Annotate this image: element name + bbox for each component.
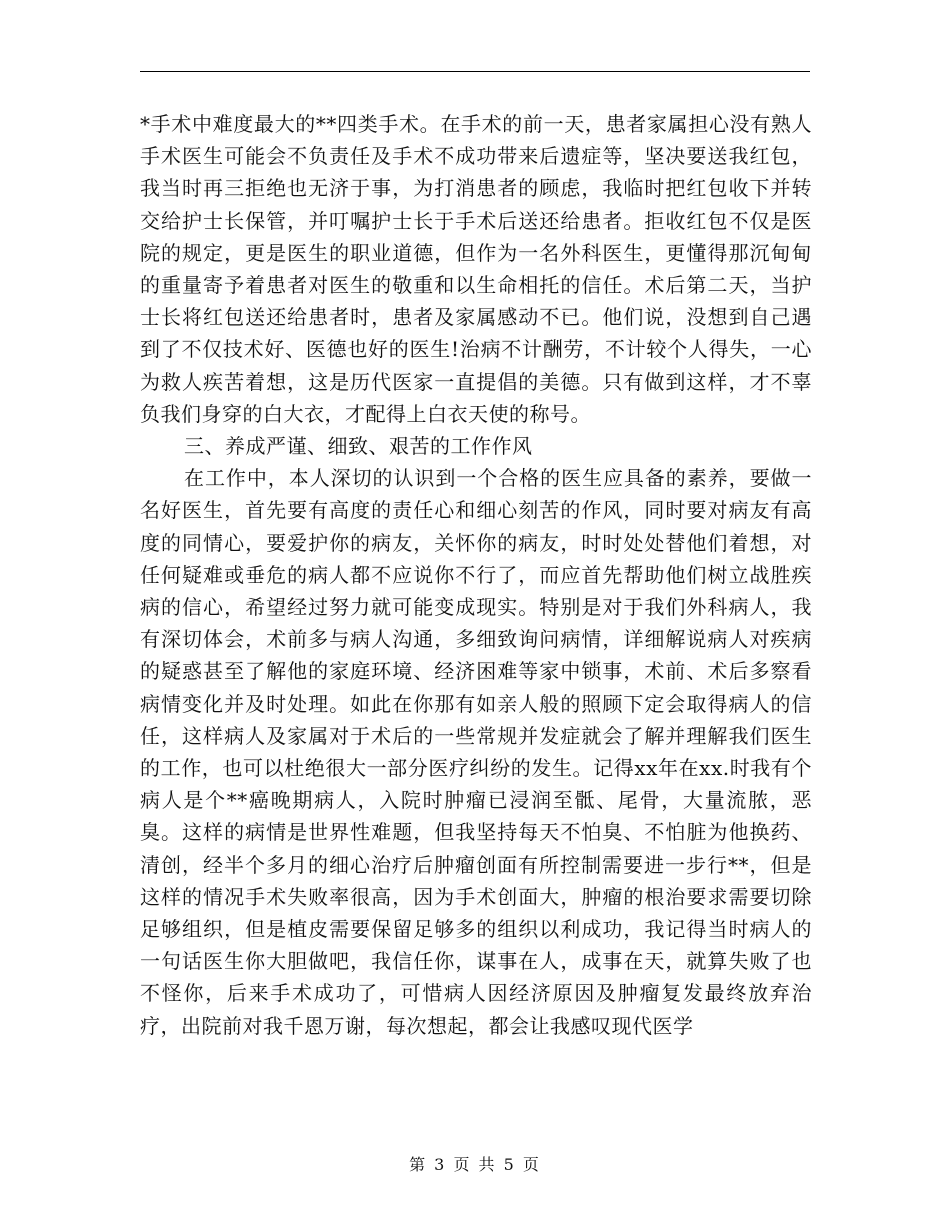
- page-footer: 第 3 页 共 5 页: [409, 1155, 541, 1174]
- body-text: [140, 108, 812, 1042]
- paragraph-continued: *手术中难度最大的**四类手术。在手术的前一天，患者家属担心没有熟人手术医生可能会不负责任及手术不成功带来后遗症等，坚决要送我红包，我当时再三拒绝也无济于事，为打消患者的顾虑，我临时把红包收下并转交给护士长保管，并叮嘱护士长于手术后送还给患者。拒收红包不仅是医院的规定，更是医生的职业道德，但作为一名外科医生，更懂得那沉甸甸的重量寄予着患者对医生的敬重和以生命相托的信任。术后第二天，当护士长将红包送还给患者时，患者及家属感动不已。他们说，没想到自己遇到了不仅技术好、医德也好的医生!治病不计酬劳，不计较个人得失，一心为救人疾苦着想，这是历代医家一直提倡的美德。只有做到这样，才不辜负我们身穿的白大衣，才配得上白衣天使的称号。: [140, 112, 812, 426]
- header-rule: [140, 71, 810, 72]
- paragraph: 在工作中，本人深切的认识到一个合格的医生应具备的素养，要做一名好医生，首先要有高度的责任心和细心刻苦的作风，同时要对病友有高度的同情心，要爱护你的病友，关怀你的病友，时时处处替他们着想，对任何疑难或垂危的病人都不应说你不行了，而应首先帮助他们树立战胜疾病的信心，希望经过努力就可能变成现实。特别是对于我们外科病人，我有深切体会，术前多与病人沟通，多细致询问病情，详细解说病人对疾病的疑惑甚至了解他的家庭环境、经济困难等家中锁事，术前、术后多察看病情变化并及时处理。如此在你那有如亲人般的照顾下定会取得病人的信任，这样病人及家属对于术后的一些常规并发症就会了解并理解我们医生的工作，也可以杜绝很大一部分医疗纠纷的发生。记得xx年在xx.时我有个病人是个**癌晚期病人，入院时肿瘤已浸润至骶、尾骨，大量流脓，恶臭。这样的病情是世界性难题，但我坚持每天不怕臭、不怕脏为他换药、清创，经半个多月的细心治疗后肿瘤创面有所控制需要进一步行**，但是这样的情况手术失败率很高，因为手术创面大，肿瘤的根治要求需要切除足够组织，但是植皮需要保留足够多的组织以利成功，我记得当时病人的一句话医生你大胆做吧，我信任你，谋事在人，成事在天，就算失败了也不怪你，后来手术成功了，可惜病人因经济原因及肿瘤复发最终放弃治疗，出院前对我千恩万谢，每次想起，都会让我感叹现代医学: [140, 466, 812, 1038]
- section-heading: 三、养成严谨、细致、艰苦的工作作风: [184, 434, 533, 459]
